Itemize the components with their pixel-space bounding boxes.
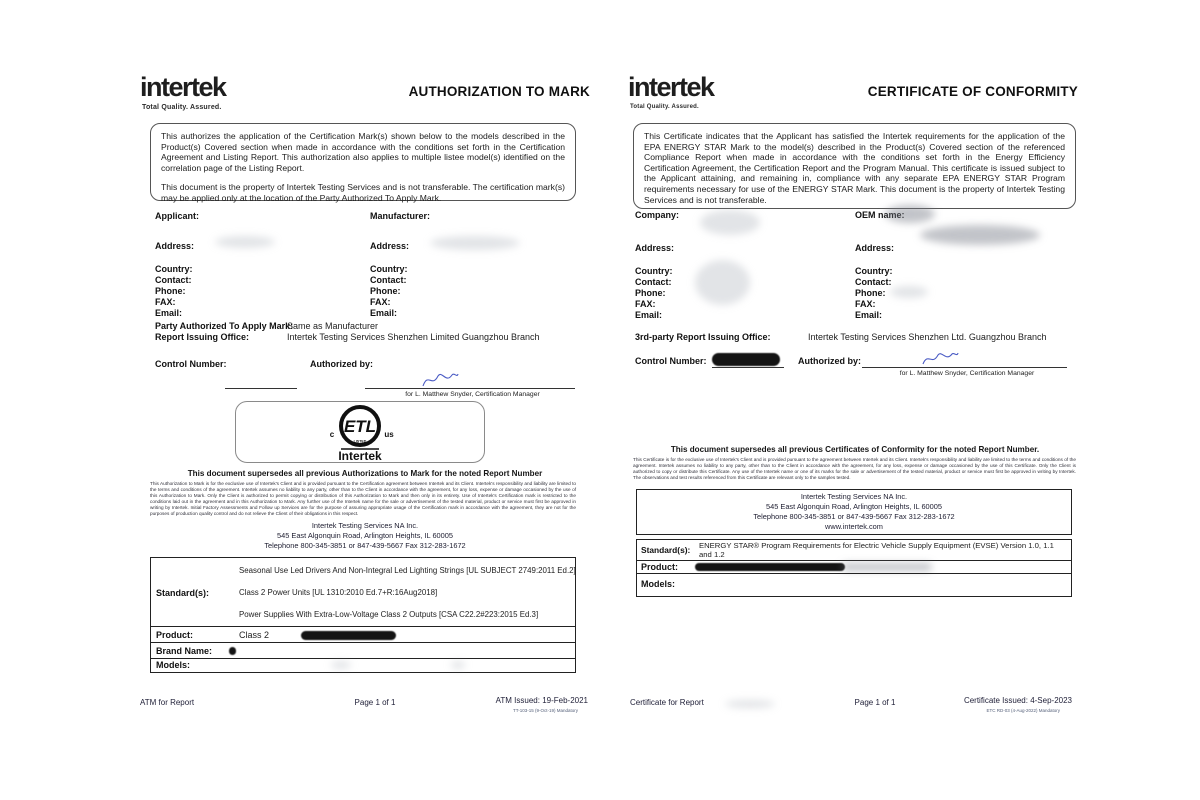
svg-text:ETL: ETL (343, 417, 377, 436)
address-label-1: Address: (635, 243, 675, 253)
footer-report-ref: ATM for Report (140, 698, 195, 707)
report-office-value: Intertek Testing Services Shenzhen Limited Guangzhou Branch (287, 332, 540, 342)
third-party-office-value: Intertek Testing Services Shenzhen Ltd. Guangzhou Branch (808, 332, 1047, 342)
footer-issued-date: ATM Issued: 19-Feb-2021 (495, 696, 588, 705)
product-table (636, 539, 1072, 597)
contact-label-1: Contact: (155, 275, 192, 285)
product-label: Product: (641, 562, 678, 572)
intertek-logo: intertek (140, 72, 226, 102)
redaction-smudge (725, 700, 775, 708)
page-title: CERTIFICATE OF CONFORMITY (867, 84, 1078, 99)
footer-issued-date: Certificate Issued: 4-Sep-2023 (963, 696, 1072, 705)
standard-item-1: Seasonal Use Led Drivers And Non-Integral Led Lighting Strings [UL SUBJECT 2749:2011 Ed.2] (239, 566, 576, 575)
redaction-smudge (215, 236, 275, 248)
models-label: Models: (156, 660, 191, 670)
supersedes-statement: This document supersedes all previous Authorizations to Mark for the noted Report Number (187, 469, 543, 478)
contact-label-2: Contact: (370, 275, 407, 285)
issuer-name: Intertek Testing Services NA Inc. (800, 492, 908, 501)
authorized-by-label: Authorized by: (310, 359, 373, 369)
email-label-1: Email: (635, 310, 663, 320)
control-number-label: Control Number: (635, 356, 707, 366)
signer-name: for L. Matthew Snyder, Certification Manager (405, 391, 540, 398)
email-label-2: Email: (855, 310, 883, 320)
phone-label-1: Phone: (155, 286, 186, 296)
product-label: Product: (156, 630, 193, 640)
document-page-coc (620, 60, 1090, 750)
redaction-smudge (451, 661, 465, 669)
country-label-2: Country: (370, 264, 408, 274)
issuer-phone: Telephone 800-345-3851 or 847-439-5667 Fax 312-283-1672 (264, 541, 466, 550)
redaction-bar (301, 631, 396, 640)
issuer-website: www.intertek.com (825, 522, 883, 531)
document-page-atm (130, 60, 600, 750)
issuer-name: Intertek Testing Services NA Inc. (311, 521, 419, 530)
svg-text:c: c (329, 430, 335, 439)
product-row (151, 626, 575, 642)
report-office-label: Report Issuing Office: (155, 332, 250, 342)
standards-row (637, 540, 1071, 560)
models-row (151, 658, 575, 671)
email-label-2: Email: (370, 308, 398, 318)
issuer-phone: Telephone 800-345-3851 or 847-439-5667 Fax 312-283-1672 (753, 512, 955, 521)
phone-label-2: Phone: (370, 286, 401, 296)
footer-report-ref: Certificate for Report (630, 698, 704, 707)
standards-row (151, 558, 575, 626)
phone-label-2: Phone: (855, 288, 886, 298)
email-label-1: Email: (155, 308, 183, 318)
standards-label: Standard(s): (156, 588, 210, 598)
authorized-by-label: Authorized by: (798, 356, 861, 366)
footer-page-number: Page 1 of 1 (854, 698, 896, 707)
signature-line (365, 388, 575, 389)
intertek-logo-tagline: Total Quality. Assured. (630, 104, 699, 110)
redaction-smudge (430, 236, 520, 250)
control-number-line (225, 388, 297, 389)
applicant-label: Applicant: (155, 211, 199, 221)
brand-row (151, 642, 575, 658)
country-label-1: Country: (635, 266, 673, 276)
intro-text-box (633, 123, 1076, 209)
address-label-2: Address: (370, 241, 410, 251)
issuer-street: 545 East Algonquin Road, Arlington Heights, IL 60005 (277, 531, 453, 540)
phone-label-1: Phone: (635, 288, 666, 298)
brand-name-label: Brand Name: (156, 646, 213, 656)
etl-listed-mark-icon (305, 403, 415, 463)
redaction-smudge (890, 286, 928, 298)
standard-item-3: Power Supplies With Extra-Low-Voltage Class 2 Outputs [CSA C22.2#223:2015 Ed.3] (239, 610, 539, 619)
svg-text:Intertek: Intertek (338, 449, 382, 463)
party-authorized-label: Party Authorized To Apply Mark: (155, 321, 294, 331)
signer-name: for L. Matthew Snyder, Certification Manager (899, 370, 1035, 377)
control-number-line (712, 367, 784, 368)
redaction-smudge (695, 260, 750, 305)
certification-mark-box (235, 401, 485, 463)
footer-form-code: ETC RD-03 (4-Aug-2022) Mandatory (986, 708, 1060, 713)
redaction-smudge (331, 661, 351, 669)
models-row (637, 573, 1071, 595)
signature-icon (420, 370, 460, 390)
contact-label-2: Contact: (855, 277, 892, 287)
third-party-office-label: 3rd-party Report Issuing Office: (635, 332, 771, 342)
issuer-address-block (637, 492, 1071, 532)
redaction-smudge (842, 563, 932, 571)
svg-text:us: us (384, 430, 394, 439)
legal-fine-print: This Authorization to Mark is for the exclusive use of Intertek's Client and is provided pursuant to the Certification agreement between Intertek and its Client. Intertek's responsibility and liability are limited to the terms and conditions of the agreement. Intertek assumes no liability to any party, other than to the Client in accordance with the agreement, for any loss, expense or damage occasioned by the use of this Authorization to Mark. Only the Client is authorized to permit copying or distribution of this Authorization to Mark and then only in its entirety. Use of Intertek's Certification mark is restricted to the conditions laid out in the agreement and in this Authorization to Mark. Any further use of the Intertek name for the sale or advertisement of the tested material, product or service must first be approved in writing by Intertek. Initial Factory Assessments and Follow up Services are for the purpose of assuring appropriate usage of the Certification mark in accordance with the agreement, they are not for the purposes of production quality control and do not relieve the Client of their obligations in this respect. (150, 481, 576, 516)
fax-label-1: FAX: (155, 297, 176, 307)
legal-fine-print: This Certificate is for the exclusive use of Intertek's Client and is provided pursuant to the agreement between Intertek and its Client. Intertek's responsibility and liability are limited to the terms and conditions of the agreement. Intertek assumes no liability to any party, other than to the Client in accordance with the agreement, for any loss, expense or damage occasioned by the use of this Certificate. Only the Client is authorized to copy or distribute this Certificate. Any use of the Intertek name or one of its marks for the sale or advertisement of the tested material, product or service must first be approved in writing by Intertek. The observations and test results referenced from this Certificate are relevant only to the samples tested. (633, 457, 1076, 480)
issuer-address-block (130, 521, 600, 551)
party-authorized-value: Same as Manufacturer (287, 321, 379, 331)
supersedes-statement: This document supersedes all previous Certificates of Conformity for the noted Report Number. (670, 445, 1040, 454)
signature-icon (920, 350, 960, 368)
standard-item-1: ENERGY STAR® Program Requirements for Electric Vehicle Supply Equipment (EVSE) Version 1.0, 1.1 and 1.2 (699, 541, 1054, 560)
intro-paragraph-2: This document is the property of Intertek Testing Services and is not transferable. The certification mark(s) may be applied only at the location of the Party Authorized To Apply Mark. (161, 182, 565, 203)
issuer-street: 545 East Algonquin Road, Arlington Heights, IL 60005 (766, 502, 942, 511)
redaction-mark (229, 647, 236, 655)
product-row (637, 560, 1071, 573)
intertek-logo: intertek (628, 72, 714, 102)
issuer-address-box (636, 489, 1072, 535)
country-label-1: Country: (155, 264, 193, 274)
fax-label-1: FAX: (635, 299, 656, 309)
redaction-bar (695, 563, 845, 571)
svg-text:LISTED: LISTED (353, 439, 367, 444)
control-number-label: Control Number: (155, 359, 227, 369)
fax-label-2: FAX: (370, 297, 391, 307)
standard-item-2: Class 2 Power Units [UL 1310:2010 Ed.7+R:16Aug2018] (239, 588, 438, 597)
country-label-2: Country: (855, 266, 893, 276)
standards-label: Standard(s): (641, 545, 691, 555)
intro-paragraph-1: This authorizes the application of the Certification Mark(s) shown below to the models described in the Product(s) Covered section when made in accordance with the conditions set forth in the Certification Agreement and Listing Report. This authorization also applies to multiple listee model(s) identified on the correlation page of the Listing Report. (161, 131, 565, 173)
intro-text-box (150, 123, 576, 201)
product-table (150, 557, 576, 673)
fax-label-2: FAX: (855, 299, 876, 309)
contact-label-1: Contact: (635, 277, 672, 287)
signature-line (862, 367, 1067, 368)
product-value: Class 2 (239, 630, 270, 640)
page-title: AUTHORIZATION TO MARK (408, 84, 590, 99)
oem-name-label: OEM name: (855, 210, 905, 220)
redaction-smudge (920, 225, 1040, 245)
redaction-smudge (885, 205, 935, 223)
intro-paragraph: This Certificate indicates that the Applicant has satisfied the Intertek requirements for the application of the EPA ENERGY STAR Mark to the model(s) described in the Product(s) Covered section of the referenced Compliance Report when made in accordance with the conditions set forth in the Energy Efficiency Certification Agreement, the Certification Report and the Program Manual. This certificate is issued subject to the Applicant attaining, and remaining in, compliance with any separate EPA ENERGY STAR Program requirements necessary for use of the ENERGY STAR Mark. This document is the property of Intertek Testing Services and is not transferable. (644, 131, 1065, 205)
intertek-logo-tagline: Total Quality. Assured. (142, 104, 222, 111)
redaction-smudge (700, 210, 760, 235)
address-label-1: Address: (155, 241, 195, 251)
address-label-2: Address: (855, 243, 895, 253)
models-label: Models: (641, 579, 676, 589)
company-label: Company: (635, 210, 680, 220)
footer-form-code: TT-103-15 (9-Oct-19) Mandatory (512, 708, 578, 713)
manufacturer-label: Manufacturer: (370, 211, 431, 221)
footer-page-number: Page 1 of 1 (354, 698, 396, 707)
redaction-bar (712, 353, 780, 366)
